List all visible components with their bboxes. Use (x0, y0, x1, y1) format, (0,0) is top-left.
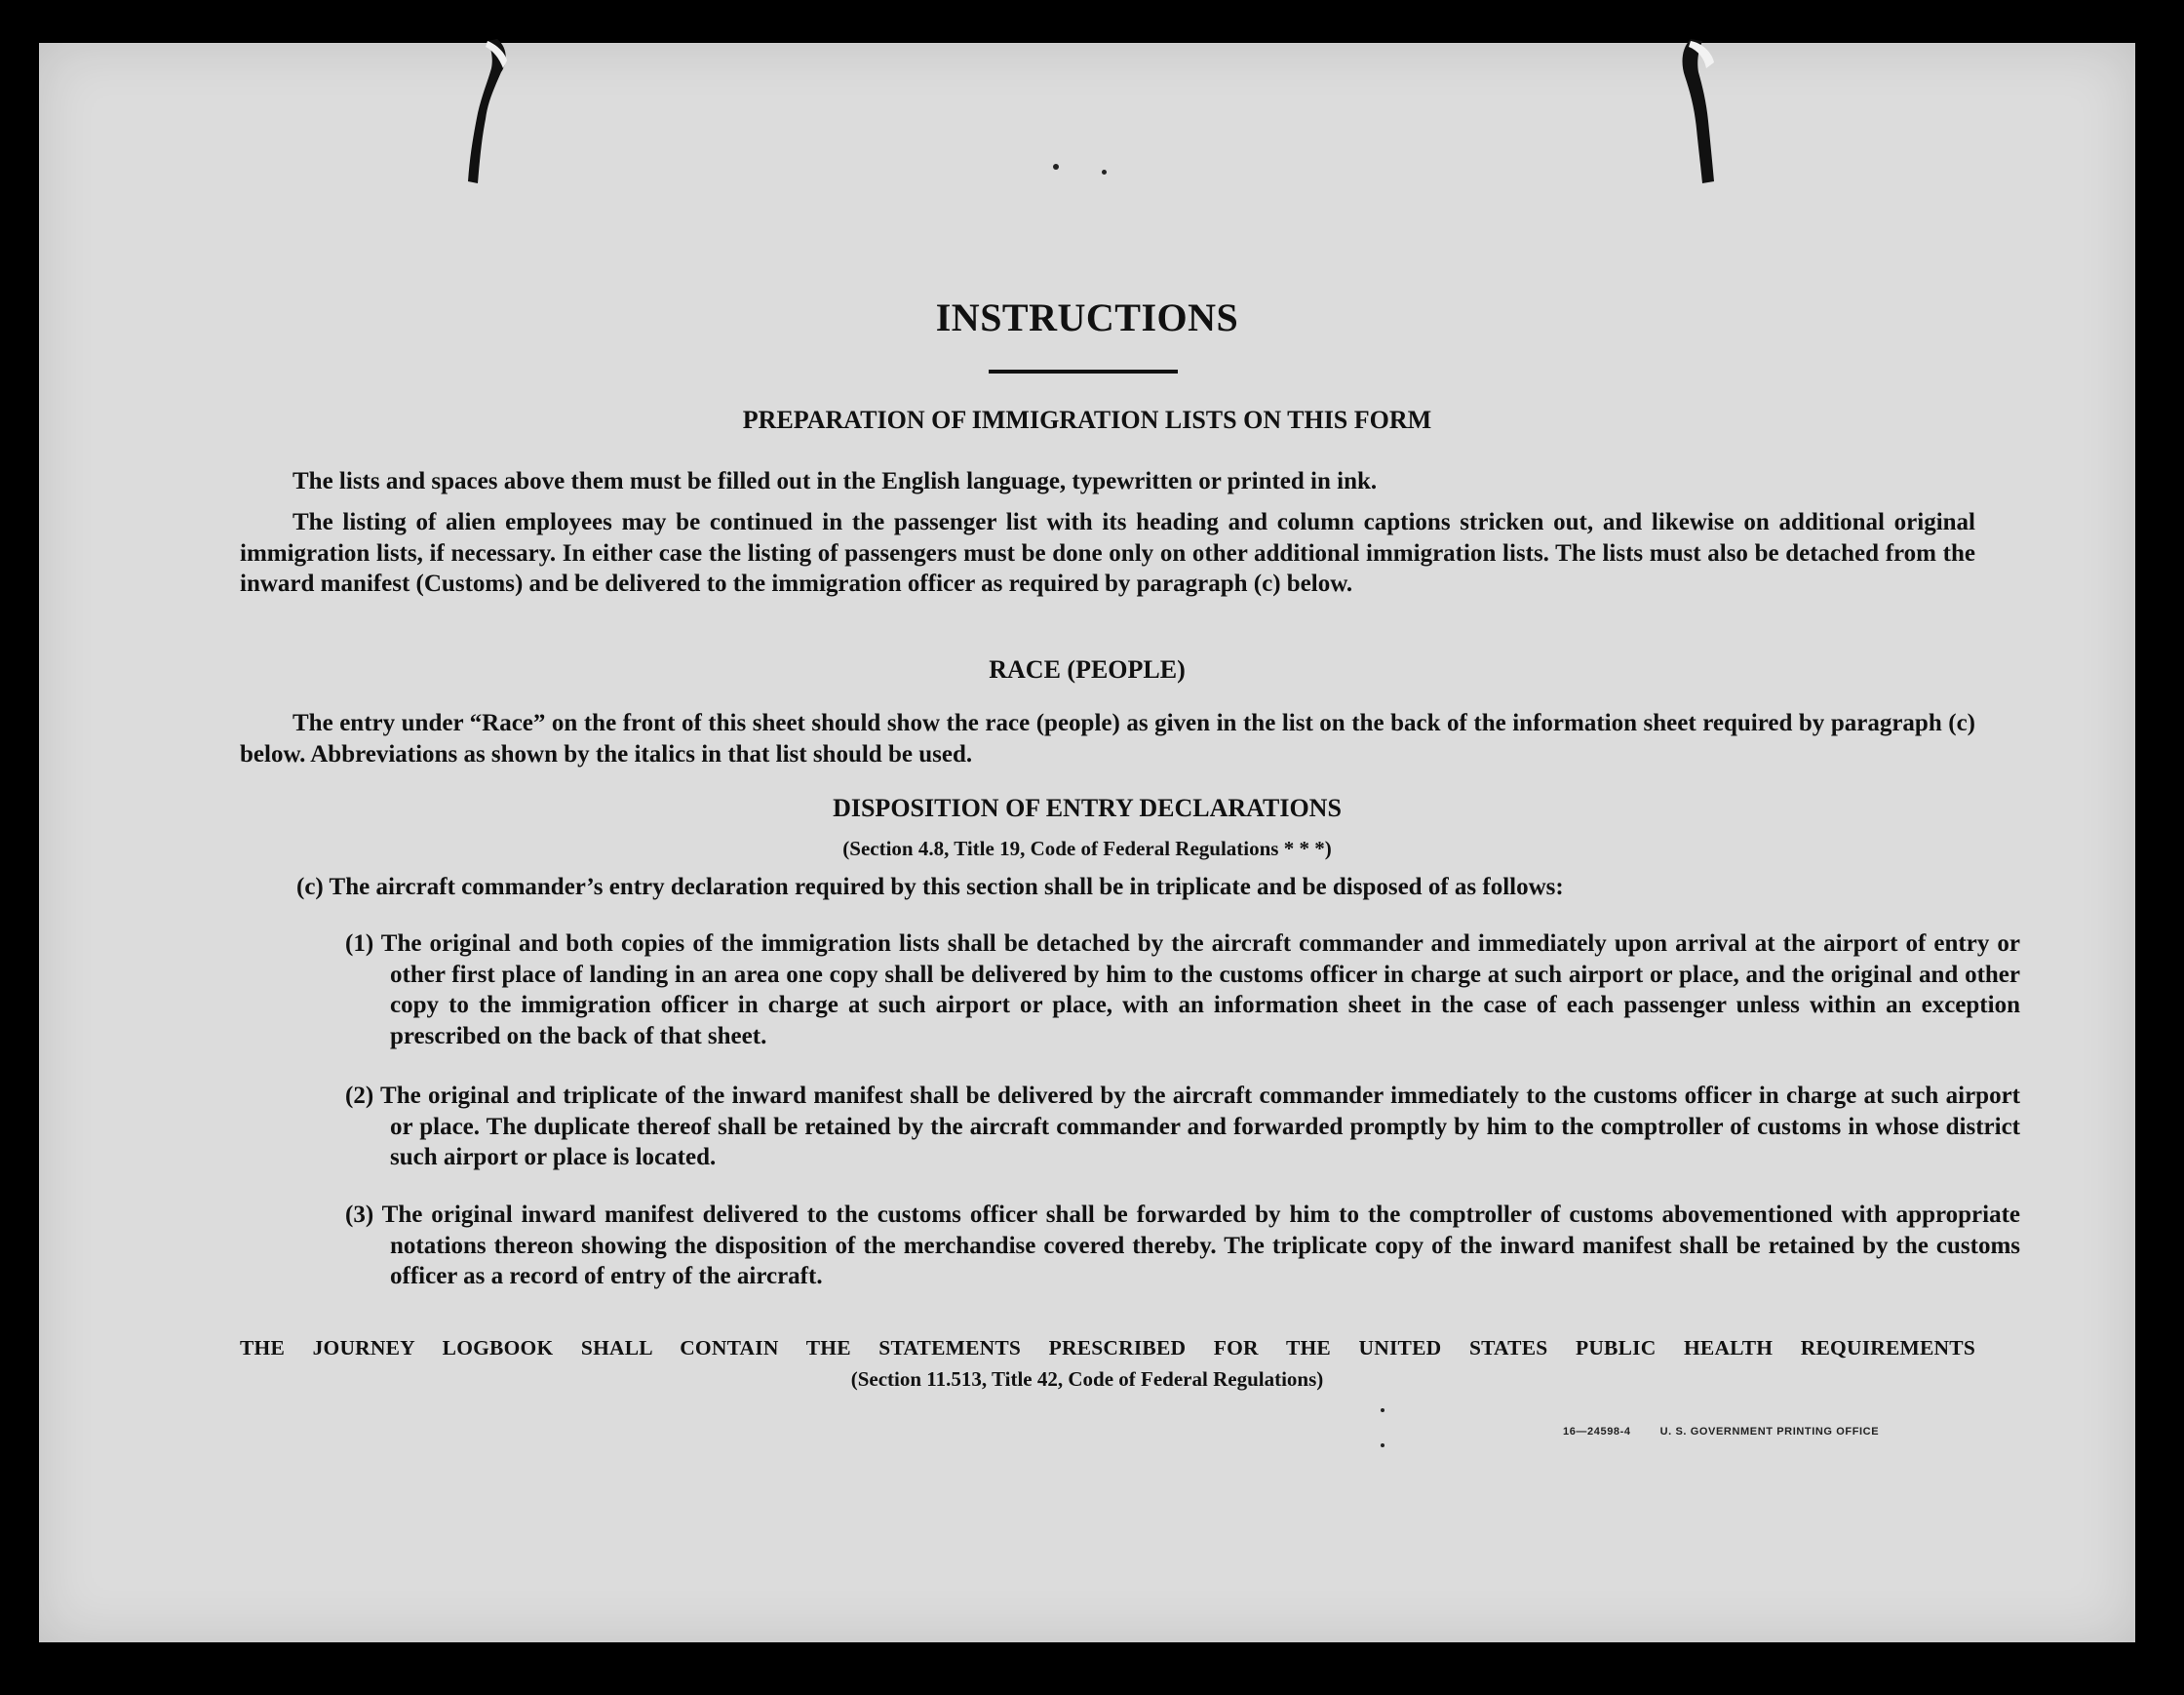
disposition-item-2: (2) The original and triplicate of the inward manifest shall be delivered by the aircraft commander immediately to the customs officer in charge at such airport or place. The duplicate thereof shall be retained by the aircraft commander and forwarded promptly by him to the comptroller of customs in whose district such airport or place is located. (345, 1083, 2020, 1170)
footer-statement: THE JOURNEY LOGBOOK SHALL CONTAIN THE STATEMENTS PRESCRIBED FOR THE UNITED STATES PUBLIC HEALTH REQUIREMENTS (240, 1336, 1975, 1360)
disposition-item-1: (1) The original and both copies of the immigration lists shall be detached by the aircraft commander and immediately upon arrival at the airport of entry or other first place of landing in an area one copy shall be delivered by him to the customs officer in charge at such airport or place, and the original and other copy to the immigration officer in charge at such airport or place, with an information sheet in the case of each passenger unless within an exception prescribed on the back of that sheet. (345, 930, 2020, 1049)
section-heading-race: RACE (PEOPLE) (989, 655, 1186, 684)
preparation-paragraph-1: The lists and spaces above them must be filled out in the English language, typewritten or printed in ink. (292, 468, 1378, 494)
footer-citation: (Section 11.513, Title 42, Code of Federal Regulations) (850, 1367, 1324, 1391)
section-heading-disposition: DISPOSITION OF ENTRY DECLARATIONS (833, 794, 1342, 822)
title-underline (989, 370, 1178, 374)
disposition-paragraph-c: (c) The aircraft commander’s entry declaration required by this section shall be in triplicate and be disposed of as follows: (296, 874, 1564, 900)
preparation-paragraph-2: The listing of alien employees may be continued in the passenger list with its heading and column captions stricken out, and likewise on additional original immigration lists, if necessary. In either case the listing of passengers must be done only on other additional immigration lists. The lists must also be detached from the inward manifest (Customs) and be delivered to the immigration officer as required by paragraph (c) below. (240, 509, 1975, 597)
printer-name: U. S. GOVERNMENT PRINTING OFFICE (1659, 1426, 1880, 1438)
disposition-citation: (Section 4.8, Title 19, Code of Federal Regulations * * *) (842, 837, 1332, 860)
disposition-item-3: (3) The original inward manifest delivered to the customs officer shall be forwarded by him to the comptroller of customs abovementioned with appropriate notations thereon showing the disposition of the merchandise covered thereby. The triplicate copy of the inward manifest shall be retained by the customs officer as a record of entry of the aircraft. (345, 1202, 2020, 1289)
race-paragraph: The entry under “Race” on the front of this sheet should show the race (people) as given in the list on the back of the information sheet required by paragraph (c) below. Abbreviations as shown by the italics in that list should be used. (240, 710, 1975, 768)
form-number: 16—24598-4 (1563, 1426, 1631, 1438)
printer-imprint (1563, 1426, 1908, 1438)
page-title: INSTRUCTIONS (935, 296, 1239, 339)
section-heading-preparation: PREPARATION OF IMMIGRATION LISTS ON THIS FORM (742, 406, 1432, 434)
instructions-document (39, 43, 2135, 1642)
document-sheet (39, 43, 2135, 1642)
